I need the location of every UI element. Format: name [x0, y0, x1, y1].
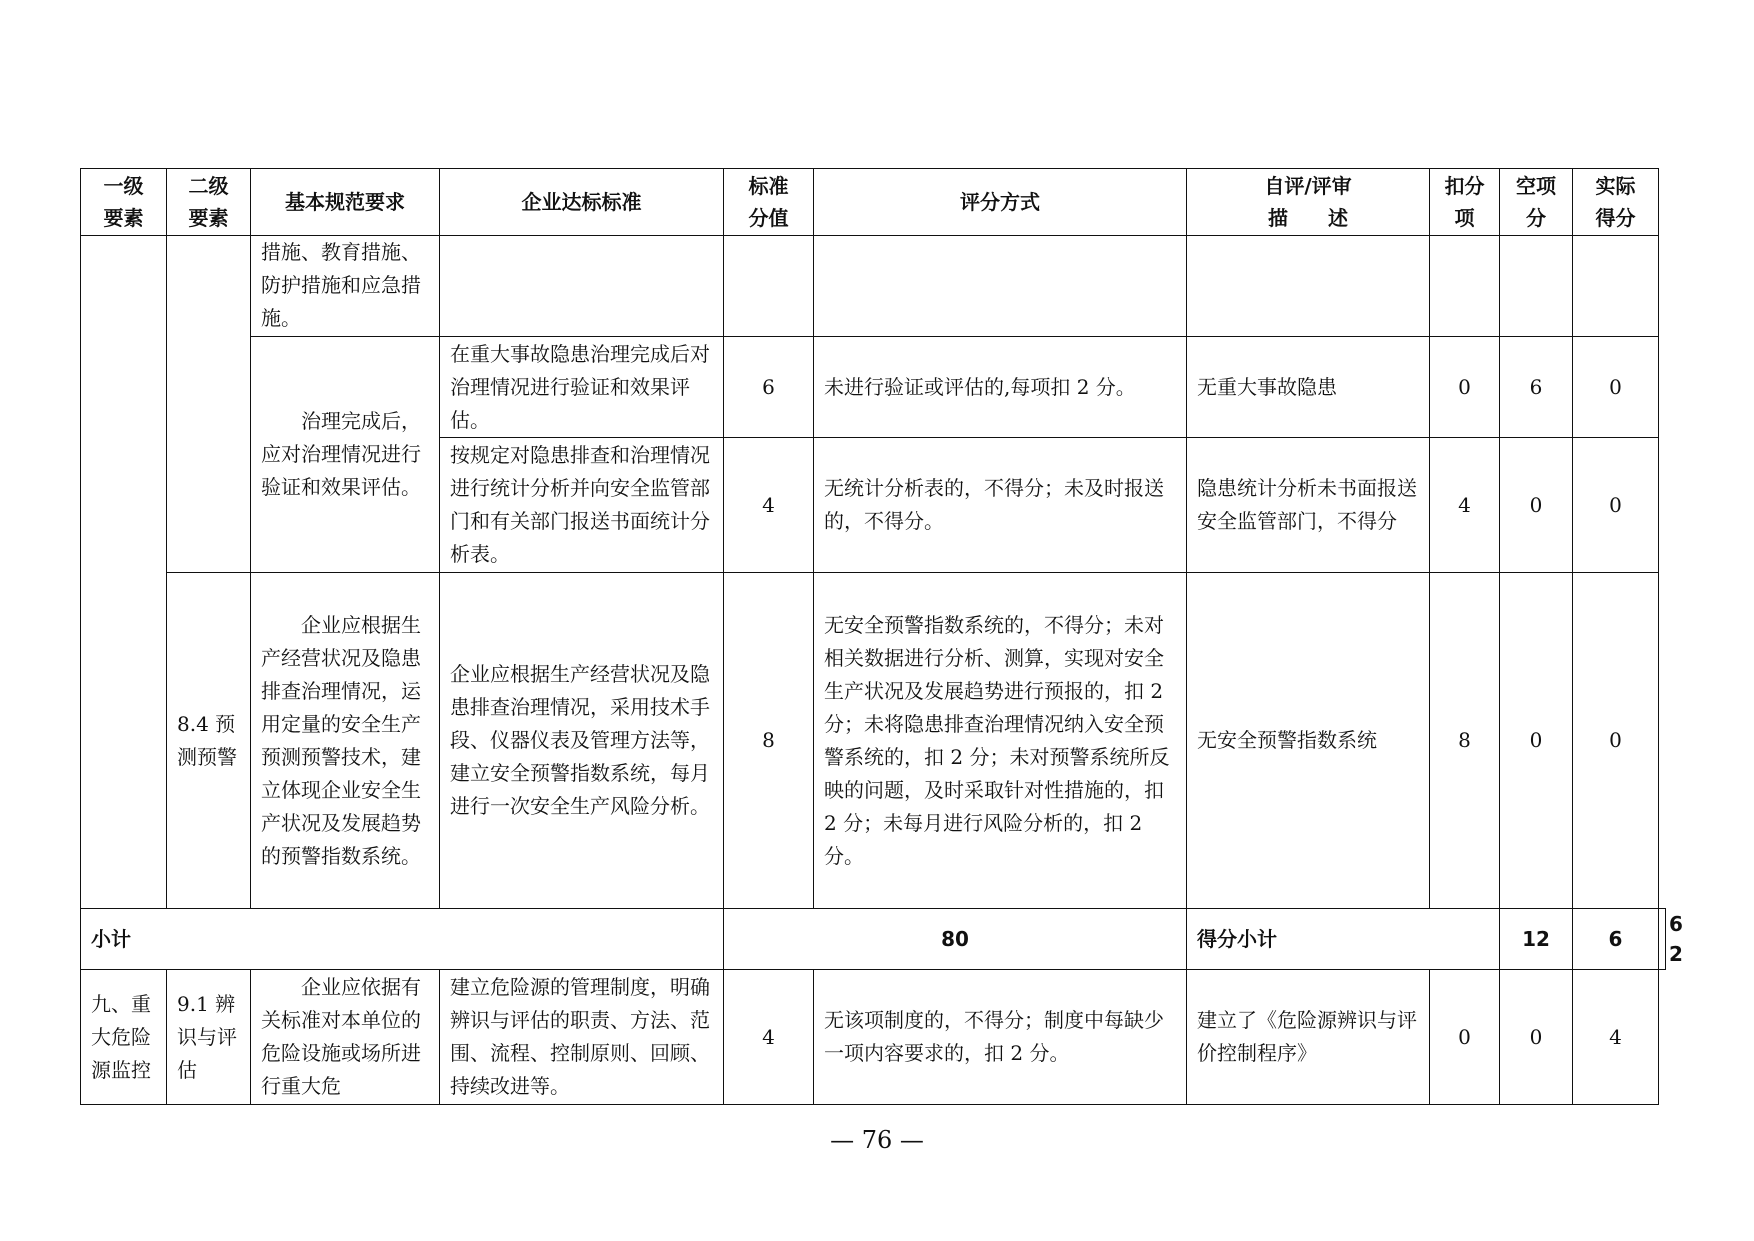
- points-cell: 4: [724, 438, 814, 573]
- table-row: [81, 337, 1666, 438]
- page-number: — 76 —: [830, 1126, 924, 1154]
- header-actual: 实际 得分: [1573, 169, 1659, 236]
- deduct-cell: 8: [1430, 573, 1500, 909]
- actual-cell: 0: [1573, 337, 1659, 438]
- header-level2: 二级 要素: [167, 169, 251, 236]
- subtotal-points: 80: [724, 909, 1187, 970]
- points-cell: 4: [724, 970, 814, 1105]
- level1-cell: 九、重大危险源监控: [81, 970, 167, 1105]
- description-cell: 隐患统计分析未书面报送安全监管部门，不得分: [1187, 438, 1430, 573]
- header-description: 自评/评审 描 述: [1187, 169, 1430, 236]
- table-header-row: [81, 169, 1666, 236]
- method-cell: 无安全预警指数系统的，不得分；未对相关数据进行分析、测算，实现对安全生产状况及发展趋势进行预报的，扣 2 分；未将隐患排查治理情况纳入安全预警系统的，扣 2 分；未对预警系统所反映的问题，及时采取针对性措施的，扣 2 分；未每月进行风险分析的，扣 2 分。: [814, 573, 1187, 909]
- level2-cell: 8.4 预测预警: [167, 573, 251, 909]
- method-cell: 无统计分析表的，不得分；未及时报送的，不得分。: [814, 438, 1187, 573]
- method-cell: [814, 236, 1187, 337]
- standard-cell: 在重大事故隐患治理完成后对治理情况进行验证和效果评估。: [440, 337, 724, 438]
- empty-cell: [1500, 236, 1573, 337]
- level1-cell: [81, 236, 167, 909]
- level2-cell: [167, 236, 251, 573]
- actual-cell: 4: [1573, 970, 1659, 1105]
- table-row: [81, 236, 1666, 337]
- description-cell: [1187, 236, 1430, 337]
- actual-cell: [1573, 236, 1659, 337]
- subtotal-deduct: 12: [1500, 909, 1573, 970]
- description-cell: 无重大事故隐患: [1187, 337, 1430, 438]
- requirement-cell: 企业应依据有关标准对本单位的危险设施或场所进行重大危: [251, 970, 440, 1105]
- level2-cell: 9.1 辨识与评估: [167, 970, 251, 1105]
- subtotal-row: [81, 909, 1666, 970]
- requirement-cell: 措施、教育措施、防护措施和应急措施。: [251, 236, 440, 337]
- points-cell: 6: [724, 337, 814, 438]
- standard-cell: 企业应根据生产经营状况及隐患排查治理情况，采用技术手段、仪器仪表及管理方法等，建立安全预警指数系统，每月进行一次安全生产风险分析。: [440, 573, 724, 909]
- header-points: 标准 分值: [724, 169, 814, 236]
- table-row: [81, 970, 1666, 1105]
- empty-cell: 0: [1500, 970, 1573, 1105]
- method-cell: 无该项制度的，不得分；制度中每缺少一项内容要求的，扣 2 分。: [814, 970, 1187, 1105]
- subtotal-empty: 6: [1573, 909, 1659, 970]
- subtotal-actual: 62: [1659, 909, 1666, 970]
- header-method: 评分方式: [814, 169, 1187, 236]
- table-row: [81, 573, 1666, 909]
- header-level1: 一级 要素: [81, 169, 167, 236]
- deduct-cell: 0: [1430, 970, 1500, 1105]
- subtotal-label: 小计: [81, 909, 724, 970]
- empty-cell: 6: [1500, 337, 1573, 438]
- subtotal-score-label: 得分小计: [1187, 909, 1500, 970]
- standard-cell: [440, 236, 724, 337]
- method-cell: 未进行验证或评估的,每项扣 2 分。: [814, 337, 1187, 438]
- header-requirement: 基本规范要求: [251, 169, 440, 236]
- empty-cell: 0: [1500, 573, 1573, 909]
- header-empty: 空项 分: [1500, 169, 1573, 236]
- header-standard: 企业达标标准: [440, 169, 724, 236]
- deduct-cell: 0: [1430, 337, 1500, 438]
- description-cell: 无安全预警指数系统: [1187, 573, 1430, 909]
- deduct-cell: [1430, 236, 1500, 337]
- actual-cell: 0: [1573, 573, 1659, 909]
- standard-cell: 建立危险源的管理制度，明确辨识与评估的职责、方法、范围、流程、控制原则、回顾、持续改进等。: [440, 970, 724, 1105]
- requirement-cell: 治理完成后，应对治理情况进行验证和效果评估。: [251, 337, 440, 573]
- description-cell: 建立了《危险源辨识与评价控制程序》: [1187, 970, 1430, 1105]
- deduct-cell: 4: [1430, 438, 1500, 573]
- empty-cell: 0: [1500, 438, 1573, 573]
- points-cell: 8: [724, 573, 814, 909]
- standard-cell: 按规定对隐患排查和治理情况进行统计分析并向安全监管部门和有关部门报送书面统计分析表。: [440, 438, 724, 573]
- requirement-cell: 企业应根据生产经营状况及隐患排查治理情况，运用定量的安全生产预测预警技术，建立体现企业安全生产状况及发展趋势的预警指数系统。: [251, 573, 440, 909]
- actual-cell: 0: [1573, 438, 1659, 573]
- header-deduct: 扣分 项: [1430, 169, 1500, 236]
- assessment-table: [80, 168, 1683, 1105]
- points-cell: [724, 236, 814, 337]
